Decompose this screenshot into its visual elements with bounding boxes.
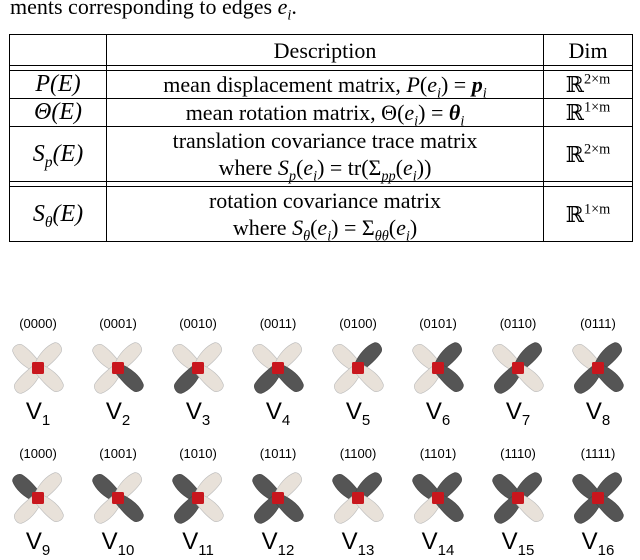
header-description: Description (107, 35, 544, 66)
variant-cell (238, 316, 318, 429)
propeller-icon (163, 334, 233, 402)
variant-label: $V_8$ (585, 398, 611, 429)
hub (112, 492, 124, 504)
header-symbol (10, 35, 107, 66)
variant-label: $V_{16}$ (581, 528, 615, 559)
variant-code: (0101) (419, 316, 457, 331)
variant-code: (0100) (339, 316, 377, 331)
variant-cell (318, 316, 398, 429)
hub (512, 362, 524, 374)
table-row (10, 71, 633, 99)
symbol-text: P(E) (35, 71, 81, 97)
variant-cell (0, 316, 78, 429)
propeller-icon (163, 464, 233, 532)
propeller-icon (83, 334, 153, 402)
variant-label: $V_4$ (265, 398, 291, 429)
propeller-icon (243, 464, 313, 532)
variant-code: (0000) (19, 316, 57, 331)
variant-cell (558, 316, 638, 429)
propeller-icon (563, 464, 633, 532)
variant-code: (0001) (99, 316, 137, 331)
hub (432, 362, 444, 374)
variant-cell (398, 316, 478, 429)
hub (112, 362, 124, 374)
variant-cell (238, 446, 318, 559)
variant-cell (158, 446, 238, 559)
variant-label: $V_1$ (25, 398, 51, 429)
hub (592, 492, 604, 504)
propeller-icon (483, 464, 553, 532)
variant-label: $V_{12}$ (261, 528, 295, 559)
variant-cell (78, 316, 158, 429)
variant-label: $V_{13}$ (341, 528, 375, 559)
hub (592, 362, 604, 374)
row-description: mean rotation matrix, $\Theta(e_i) = \theta_i$ (107, 99, 544, 127)
header-dim: Dim (544, 35, 633, 66)
hub (192, 362, 204, 374)
variant-cell (158, 316, 238, 429)
row-dim: ℝ$^{1\times m}$ (544, 99, 633, 127)
variant-code: (0010) (179, 316, 217, 331)
propeller-icon (403, 334, 473, 402)
variant-cell (478, 316, 558, 429)
hub (432, 492, 444, 504)
variant-label: $V_{10}$ (101, 528, 135, 559)
propeller-icon (323, 334, 393, 402)
variant-label: $V_{14}$ (421, 528, 455, 559)
row-symbol: $S_\theta(E)$ (10, 187, 107, 242)
table-row (10, 127, 633, 182)
variant-label: $V_{15}$ (501, 528, 535, 559)
variant-label: $V_2$ (105, 398, 131, 429)
row-symbol (10, 71, 107, 99)
propeller-icon (323, 464, 393, 532)
variant-label: $V_9$ (25, 528, 51, 559)
propeller-icon (83, 464, 153, 532)
hub (272, 492, 284, 504)
hub (192, 492, 204, 504)
variant-code: (1011) (259, 446, 297, 461)
variant-cell (0, 446, 78, 559)
variant-cell (398, 446, 478, 559)
table-row (10, 99, 633, 127)
hub (272, 362, 284, 374)
hub (352, 492, 364, 504)
variant-code: (1101) (419, 446, 457, 461)
variant-label: $V_7$ (505, 398, 531, 429)
variant-code: (1110) (500, 446, 536, 461)
hub (32, 492, 44, 504)
variant-code: (1001) (99, 446, 137, 461)
row-description: mean displacement matrix, $P(e_i) = p_i$ (107, 71, 544, 99)
variant-cell (478, 446, 558, 559)
propeller-icon (563, 334, 633, 402)
variant-code: (0111) (580, 316, 616, 331)
propeller-icon (3, 464, 73, 532)
variant-label: $V_5$ (345, 398, 371, 429)
variant-code: (1111) (580, 446, 616, 461)
variant-code: (0011) (259, 316, 297, 331)
variant-code: (0110) (499, 316, 537, 331)
propeller-icon (243, 334, 313, 402)
variant-code: (1000) (19, 446, 57, 461)
propeller-icon (403, 464, 473, 532)
variant-cell (558, 446, 638, 559)
hub (512, 492, 524, 504)
propeller-icon (483, 334, 553, 402)
hub (32, 362, 44, 374)
variant-cell (78, 446, 158, 559)
variant-label: $V_6$ (425, 398, 451, 429)
variant-label: $V_{11}$ (182, 528, 214, 559)
intro-sentence: ments corresponding to edges $e_i$. (10, 0, 297, 24)
row-dim: ℝ$^{2\times m}$ (544, 127, 633, 182)
variant-label: $V_3$ (185, 398, 211, 429)
row-description: translation covariance trace matrix where $S_p(e_i) = tr(\Sigma_{pp}(e_i))$ (107, 127, 544, 182)
row-description: rotation covariance matrix where $S_\theta(e_i) = \Sigma_{\theta\theta}(e_i)$ (107, 187, 544, 242)
variant-code: (1100) (339, 446, 377, 461)
row-dim: ℝ$^{1\times m}$ (544, 187, 633, 242)
variant-cell (318, 446, 398, 559)
row-dim: ℝ$^{2\times m}$ (544, 71, 633, 99)
row-symbol: Θ(E) (10, 99, 107, 127)
row-symbol: $S_p(E)$ (10, 127, 107, 182)
table-row (10, 187, 633, 242)
table-header-row (10, 35, 633, 66)
propeller-icon (3, 334, 73, 402)
variant-code: (1010) (179, 446, 217, 461)
edge-matrix-table (9, 34, 633, 245)
hub (352, 362, 364, 374)
